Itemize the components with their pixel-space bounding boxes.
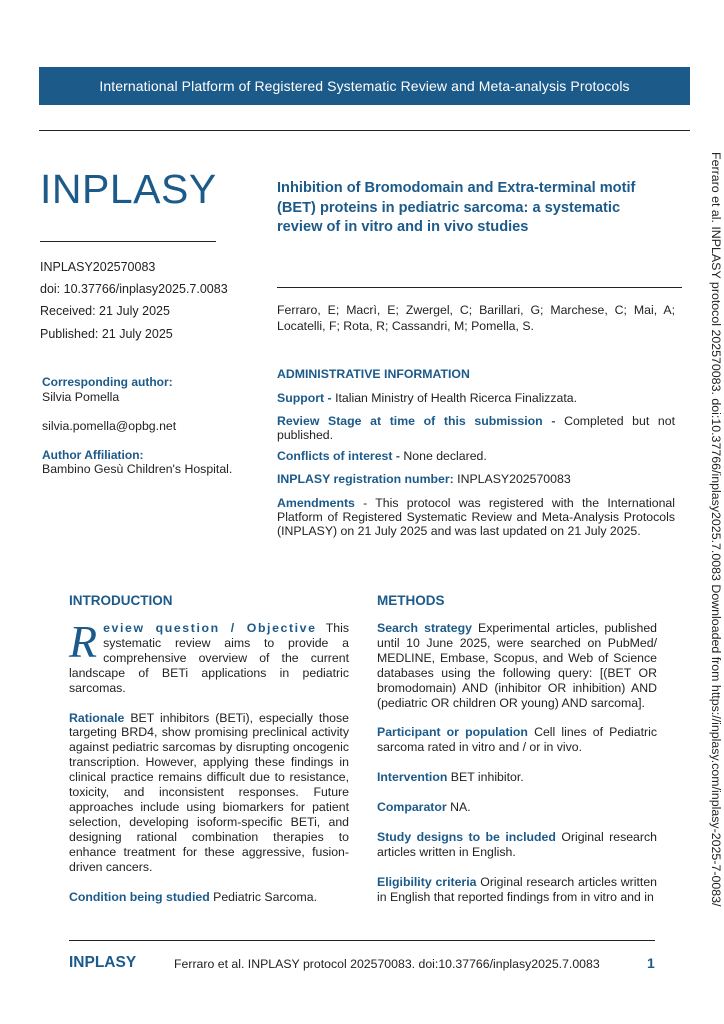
conflicts-label: Conflicts of interest - bbox=[277, 449, 400, 463]
admin-review-stage bbox=[277, 415, 675, 443]
author-list: Ferraro, E; Macrì, E; Zwergel, C; Barillari, G; Marchese, C; Mai, A; Locatelli, F; Rota, R; Cassandri, M; Pomella, S. bbox=[277, 303, 675, 333]
review-stage-label: Review Stage at time of this submission - bbox=[277, 414, 556, 428]
corresponding-author-email[interactable]: silvia.pomella@opbg.net bbox=[42, 419, 177, 433]
corresponding-author-heading: Corresponding author: bbox=[42, 375, 173, 389]
admin-heading-text: ADMINISTRATIVE INFORMATION bbox=[277, 367, 470, 381]
footer-brand: INPLASY bbox=[69, 954, 137, 971]
condition-paragraph bbox=[69, 890, 349, 905]
eligibility-label: Eligibility criteria bbox=[377, 874, 477, 889]
review-question-text: This systematic review aims to provide a comprehensive overview of the current landscape of BETi applications in pediatric sarcomas. bbox=[69, 621, 349, 695]
admin-registration-number bbox=[277, 473, 675, 487]
comparator-paragraph bbox=[377, 800, 657, 815]
comparator-label: Comparator bbox=[377, 800, 447, 815]
study-designs-paragraph bbox=[377, 830, 657, 860]
introduction-column bbox=[69, 616, 350, 919]
sidebar-citation-text[interactable]: Ferraro et al. INPLASY protocol 202570083. doi:10.37766/inplasy2025.7.0083 Downloaded from https://inplasy.com/inplasy-2025-7-0083/ bbox=[709, 152, 723, 907]
study-designs-text: Original research articles written in English. bbox=[377, 830, 657, 859]
drop-cap: R bbox=[69, 616, 98, 667]
participant-text: Cell lines of Pediatric sarcoma rated in vitro and / or in vivo. bbox=[377, 725, 658, 755]
header-banner bbox=[39, 67, 690, 105]
rationale-label: Rationale bbox=[69, 710, 125, 725]
study-designs-label: Study designs to be included bbox=[377, 830, 556, 845]
condition-label: Condition being studied bbox=[69, 889, 210, 904]
doi-text: doi: 10.37766/inplasy2025.7.0083 bbox=[40, 282, 228, 296]
admin-amendments bbox=[277, 497, 675, 538]
review-question-label: eview question / Objective bbox=[103, 621, 317, 635]
admin-support bbox=[277, 392, 675, 406]
intervention-paragraph bbox=[377, 770, 657, 785]
participant-paragraph bbox=[377, 725, 657, 755]
review-stage-value: Completed but not published. bbox=[277, 414, 675, 442]
admin-heading bbox=[277, 368, 675, 382]
comparator-text: NA. bbox=[450, 800, 471, 815]
registration-id: INPLASY202570083 bbox=[40, 260, 156, 274]
support-value: Italian Ministry of Health Ricerca Finalizzata. bbox=[335, 391, 577, 405]
amendments-label: Amendments bbox=[277, 496, 355, 510]
review-question-paragraph bbox=[69, 616, 349, 696]
methods-column bbox=[377, 621, 657, 920]
introduction-heading: INTRODUCTION bbox=[69, 593, 173, 608]
registration-number-label: INPLASY registration number: bbox=[277, 472, 454, 486]
logo-rule bbox=[40, 241, 216, 242]
participant-label: Participant or population bbox=[377, 725, 528, 740]
search-strategy-text: Experimental articles, published until 10 June 2025, were searched on PubMed/ MEDLINE, Embase, Scopus, and Web of Science databases using the following query: [(BET OR bromodomain) AND (inhibitor OR inhibition) AND (pediatric OR children OR young) AND sarcoma]. bbox=[377, 621, 657, 710]
inplasy-logo: INPLASY bbox=[40, 166, 217, 212]
conflicts-value: None declared. bbox=[403, 449, 487, 463]
registration-number-value: INPLASY202570083 bbox=[457, 472, 571, 486]
eligibility-text: Original research articles written in English that reported findings from in vitro and in bbox=[377, 874, 658, 904]
paper-title: Inhibition of Bromodomain and Extra-terminal motif (BET) proteins in pediatric sarcoma: a systematic review of in vitro and in vivo studies bbox=[277, 180, 636, 235]
search-strategy-paragraph bbox=[377, 621, 657, 710]
title-rule bbox=[277, 287, 682, 288]
published-date: Published: 21 July 2025 bbox=[40, 327, 173, 341]
footer-rule bbox=[69, 940, 655, 941]
header-rule bbox=[39, 130, 690, 131]
rationale-text: BET inhibitors (BETi), especially those targeting BRD4, show promising preclinical activity against pediatric sarcomas by disrupting oncogenic transcription. However, applying these findings in clinical practice remains difficult due to resistance, toxicity, and inconsistent responses. Future approaches include using biomarkers for patient selection, developing isoform-specific BETi, and designing rational combination therapies to enhance treatment for these aggressive, fusion-driven cancers. bbox=[69, 710, 350, 874]
corresponding-author-name: Silvia Pomella bbox=[42, 390, 120, 404]
intervention-label: Intervention bbox=[377, 770, 448, 785]
affiliation-text: Bambino Gesù Children's Hospital. bbox=[42, 462, 233, 476]
methods-heading: METHODS bbox=[377, 593, 445, 608]
intervention-text: BET inhibitor. bbox=[450, 770, 524, 785]
rationale-paragraph bbox=[69, 711, 349, 875]
eligibility-paragraph bbox=[377, 875, 657, 905]
condition-text: Pediatric Sarcoma. bbox=[213, 889, 318, 904]
support-label: Support - bbox=[277, 391, 332, 405]
footer-citation: Ferraro et al. INPLASY protocol 202570083. doi:10.37766/inplasy2025.7.0083 bbox=[174, 957, 600, 971]
affiliation-heading: Author Affiliation: bbox=[42, 448, 144, 462]
admin-conflicts bbox=[277, 450, 675, 464]
banner-text: International Platform of Registered Systematic Review and Meta-analysis Protocols bbox=[99, 78, 630, 94]
vertical-citation-sidebar bbox=[711, 152, 724, 912]
amendments-value: - This protocol was registered with the International Platform of Registered Systematic Review and Meta-Analysis Protocols (INPLASY) on 21 July 2025 and was last updated on 21 July 2025. bbox=[277, 496, 675, 538]
search-strategy-label: Search strategy bbox=[377, 621, 472, 635]
page-number: 1 bbox=[647, 955, 655, 971]
received-date: Received: 21 July 2025 bbox=[40, 304, 170, 318]
